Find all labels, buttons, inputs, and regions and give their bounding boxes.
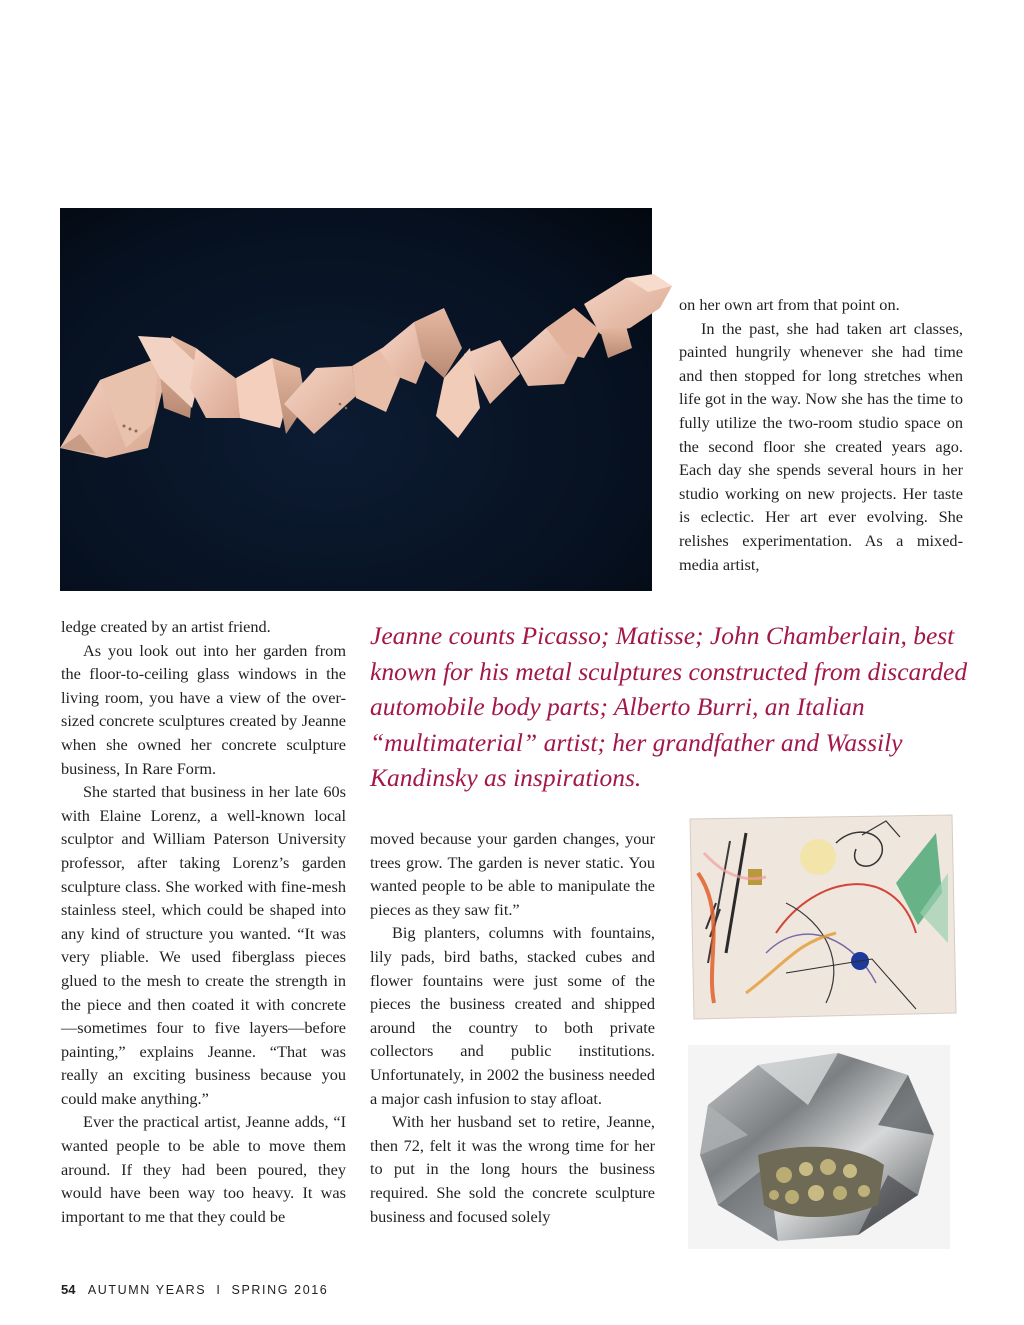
paragraph: Big planters, columns with fountains, lily pads, bird baths, stacked cubes and flower fountains were just some of the pieces the business created and shipped around the country to both private collectors and public institutions. Unfortunately, in 2002 the business needed a major cash infusion to stay afloat. [370,923,655,1108]
article-column-middle [370,827,655,1228]
publication-name: AUTUMN YEARS [87,1283,207,1297]
paragraph: moved because your garden changes, your trees grow. The garden is never static. You wanted people to be able to manipulate the pieces as they saw fit.” [370,829,655,919]
page-number: 54 [61,1282,76,1297]
paragraph: As you look out into her garden from the floor-to-ceiling glass windows in the living room, you have a view of the over-sized concrete sculptures created by Jeanne when she owned her concrete sculpture business, In Rare Form. [61,640,346,778]
metal-sculpture-photo [688,1045,950,1249]
article-column-right-top [679,293,963,576]
page-footer [61,1282,328,1297]
paragraph: ledge created by an artist friend. [61,617,271,636]
paragraph: Ever the practical artist, Jeanne adds, “I wanted people to be able to move them around. If they had been poured, they would have been way too heavy. It was important to me that they could be [61,1112,346,1226]
paragraph: In the past, she had taken art classes, painted hungrily whenever she had time and then stopped for long stretches when life got in the way. Now she has the time to fully utilize the two-room studio space on the second floor she created years ago. Each day she spends several hours in her studio working on new projects. Her taste is eclectic. Her art ever evolving. She relishes experimentation. As a mixed-media artist, [679,318,963,574]
footer-separator: I [216,1283,222,1297]
pull-quote: Jeanne counts Picasso; Matisse; John Chamberlain, best known for his metal sculptures constructed from discarded automobile body parts; Alberto Burri, an Italian “multimaterial” artist; her grandfather and Wassily Kandinsky as inspirations. [370,621,968,792]
paragraph: on her own art from that point on. [679,295,900,314]
paragraph: With her husband set to retire, Jeanne, then 72, felt it was the wrong time for her to put in the long hours the business required. She sold the concrete sculpture business and focused solely [370,1112,655,1226]
paragraph: She started that business in her late 60s with Elaine Lorenz, a well-known local sculptor and William Paterson University professor, after taking Lorenz’s garden sculpture class. She worked with fine-mesh stainless steel, which could be shaped into any kind of structure you wanted. “It was very pliable. We used fiberglass pieces glued to the mesh to create the strength in the piece and then coated it with concrete—sometimes four to five layers—before painting,” explains Jeanne. “That was really an exciting business because you could make anything.” [61,782,346,1108]
issue-label: SPRING 2016 [231,1283,329,1297]
ribbon-sculpture-photo [60,208,652,591]
pastel-drawing-photo [686,813,958,1021]
article-column-left [61,615,346,1228]
